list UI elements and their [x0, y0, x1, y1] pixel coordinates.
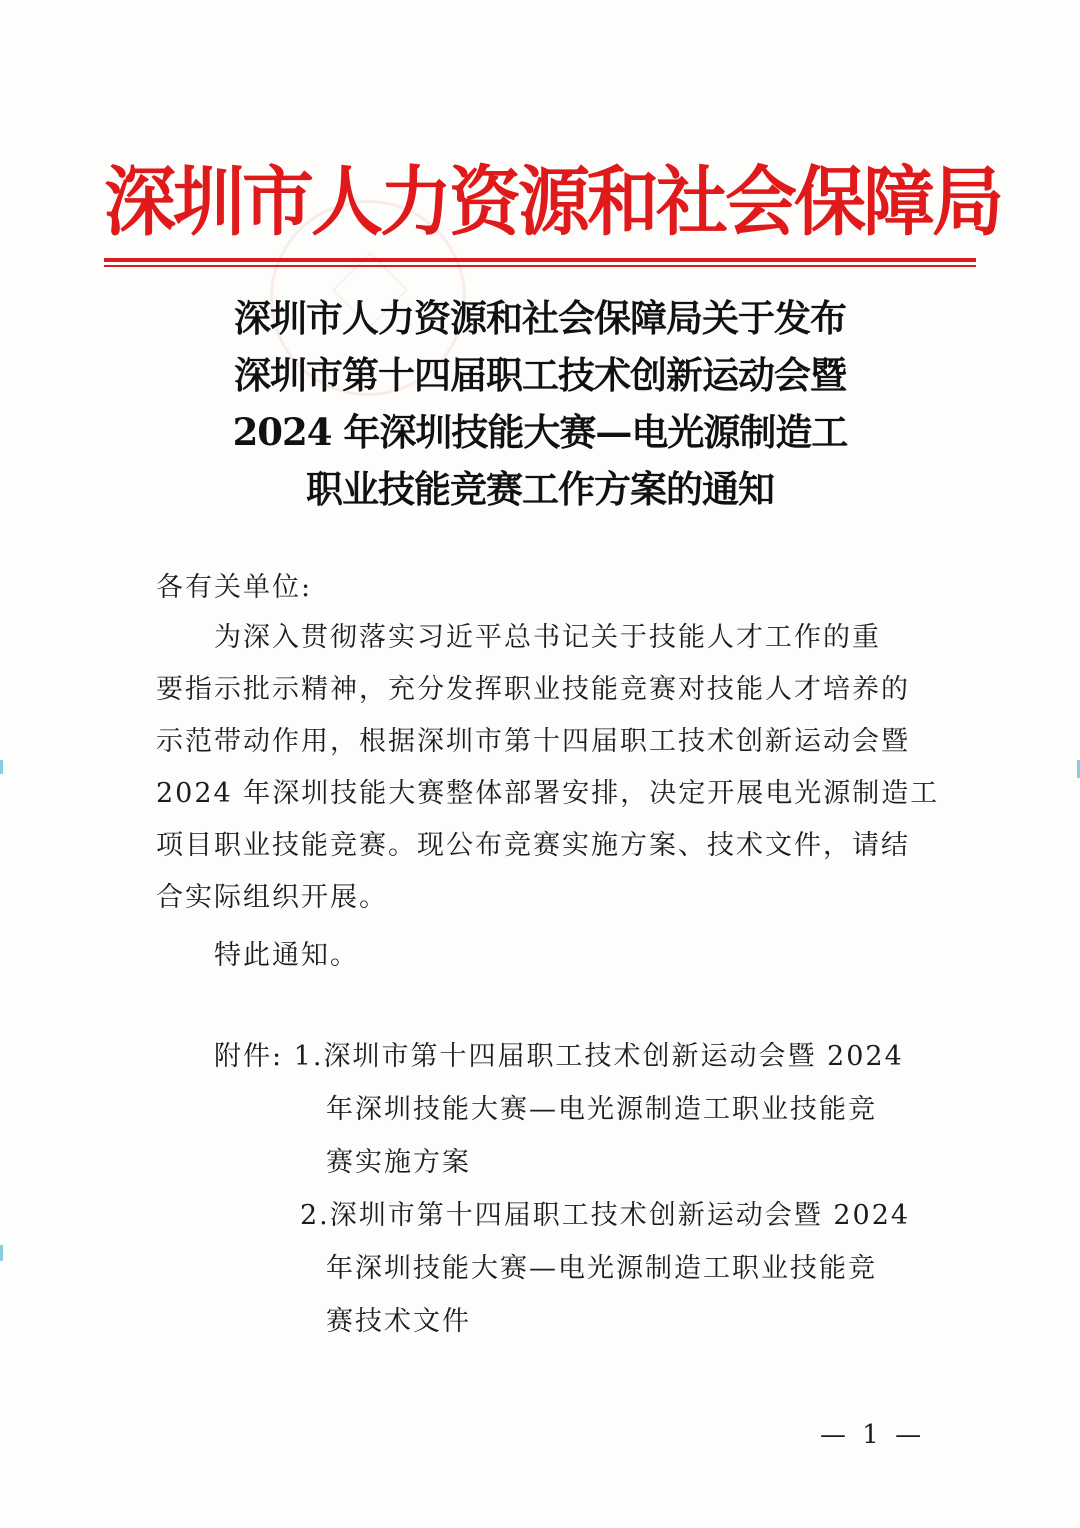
- letterhead-rule-thin: [104, 265, 976, 267]
- attachment-title-continued: 赛实施方案: [326, 1147, 471, 1178]
- letterhead: 深圳市人力资源和社会保障局: [104, 157, 1002, 247]
- title-line: 深圳市第十四届职工技术创新运动会暨: [234, 353, 846, 397]
- title-line: 2024 年深圳技能大赛—电光源制造工: [232, 410, 848, 454]
- attachment-title: 2.深圳市第十四届职工技术创新运动会暨 2024: [300, 1200, 911, 1231]
- page-number: — 1 —: [820, 1420, 926, 1450]
- attachment-title-continued: 年深圳技能大赛—电光源制造工职业技能竞: [326, 1253, 877, 1284]
- paragraph-line: 为深入贯彻落实习近平总书记关于技能人才工作的重: [214, 622, 881, 653]
- attachments-label: 附件:: [214, 1041, 284, 1072]
- letterhead-rule-thick: [104, 258, 976, 262]
- paragraph-line: 示范带动作用，根据深圳市第十四届职工技术创新运动会暨: [156, 726, 910, 757]
- closing-remark: 特此通知。: [214, 940, 359, 971]
- paragraph-line: 合实际组织开展。: [156, 882, 388, 913]
- paragraph-line: 2024 年深圳技能大赛整体部署安排，决定开展电光源制造工: [156, 778, 940, 809]
- attachment-title-continued: 赛技术文件: [326, 1306, 471, 1337]
- attachment-item: [214, 1030, 914, 1083]
- paragraph-line: 项目职业技能竞赛。现公布竞赛实施方案、技术文件，请结: [156, 830, 910, 861]
- body-paragraph: [156, 612, 940, 924]
- salutation: 各有关单位:: [156, 572, 313, 603]
- attachment-item: [214, 1189, 914, 1242]
- scan-edge-mark: [0, 1245, 3, 1261]
- document-title: [120, 290, 960, 518]
- attachment-title: 1.深圳市第十四届职工技术创新运动会暨 2024: [293, 1041, 904, 1072]
- attachments-list: [214, 1030, 914, 1348]
- attachment-title-continued: 年深圳技能大赛—电光源制造工职业技能竞: [326, 1094, 877, 1125]
- title-line: 深圳市人力资源和社会保障局关于发布: [234, 296, 846, 340]
- paragraph-line: 要指示批示精神，充分发挥职业技能竞赛对技能人才培养的: [156, 674, 910, 705]
- scan-edge-mark: [0, 760, 3, 774]
- title-line: 职业技能竞赛工作方案的通知: [306, 467, 774, 511]
